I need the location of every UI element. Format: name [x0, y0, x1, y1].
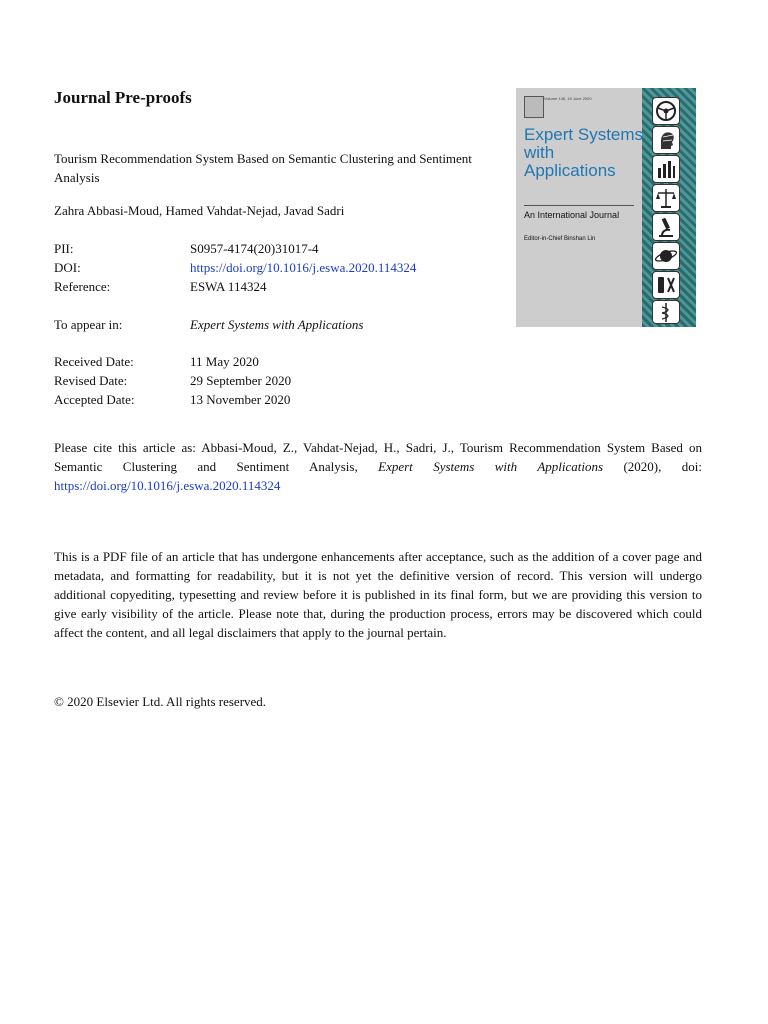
appear-value: Expert Systems with Applications	[190, 317, 364, 332]
citation-paragraph	[54, 438, 702, 495]
copyright-line: © 2020 Elsevier Ltd. All rights reserved.	[54, 694, 267, 709]
steering-wheel-icon	[652, 97, 680, 125]
pii-value: S0957-4174(20)31017-4	[190, 241, 319, 256]
cover-subtitle: An International Journal	[524, 210, 620, 220]
article-authors: Zahra Abbasi-Moud, Hamed Vahdat-Nejad, Javad Sadri	[54, 203, 345, 218]
citation-mid: (2020), doi:	[603, 459, 703, 474]
microscope-icon	[652, 213, 680, 241]
scales-icon	[652, 184, 680, 212]
received-label: Received Date:	[54, 354, 134, 369]
cover-editor: Editor-in-Chief Binshan Lin	[524, 236, 596, 242]
pii-label: PII:	[54, 241, 74, 256]
journal-cover-image	[516, 88, 696, 327]
doi-link[interactable]: https://doi.org/10.1016/j.eswa.2020.114324	[190, 260, 417, 275]
received-row	[54, 352, 259, 371]
accepted-label: Accepted Date:	[54, 392, 135, 407]
appear-row	[54, 315, 363, 334]
journal-pre-proofs-heading: Journal Pre-proofs	[54, 88, 192, 107]
elsevier-logo-icon	[524, 96, 544, 118]
citation-journal: Expert Systems with Applications	[378, 459, 604, 474]
cover-volume: Volume 146, 15 June 2020	[544, 96, 592, 101]
doi-label: DOI:	[54, 260, 81, 275]
revised-label: Revised Date:	[54, 373, 128, 388]
article-title: Tourism Recommendation System Based on Semantic Clustering and Sentiment Analysis	[54, 151, 472, 185]
doi-row	[54, 258, 416, 277]
accepted-value: 13 November 2020	[190, 392, 291, 407]
received-value: 11 May 2020	[190, 354, 259, 369]
citation-prefix: Please cite this article as: Abbasi-Moud, Z., Vahdat-Nejad, H., Sadri, J., Tourism Recommendation System Based on Semantic Clustering and Sentiment Analysis,	[54, 440, 702, 474]
appear-label: To appear in:	[54, 317, 123, 332]
caduceus-icon	[652, 300, 680, 324]
pii-row	[54, 239, 319, 258]
accepted-row	[54, 390, 290, 409]
preproof-notice: This is a PDF file of an article that has undergone enhancements after acceptance, such as the addition of a cover page and metadata, and formatting for readability, but it is not yet the definitive version of record. This version will undergo additional copyediting, typesetting and review before it is published in its final form, but we are providing this version to give early visibility of the article. Please note that, during the production process, errors may be discovered which could affect the content, and all legal disclaimers that apply to the journal pertain.	[54, 549, 702, 640]
head-profile-icon	[652, 126, 680, 154]
bar-chart-icon	[652, 155, 680, 183]
reference-value: ESWA 114324	[190, 279, 267, 294]
reference-row	[54, 277, 266, 296]
revised-value: 29 September 2020	[190, 373, 292, 388]
reference-label: Reference:	[54, 279, 111, 294]
tools-icon	[652, 271, 680, 299]
revised-row	[54, 371, 291, 390]
planet-icon	[652, 242, 680, 270]
cover-rule	[524, 205, 634, 206]
citation-doi-link[interactable]: https://doi.org/10.1016/j.eswa.2020.114324	[54, 478, 281, 493]
cover-journal-title: Expert Systems with Applications	[524, 125, 644, 180]
